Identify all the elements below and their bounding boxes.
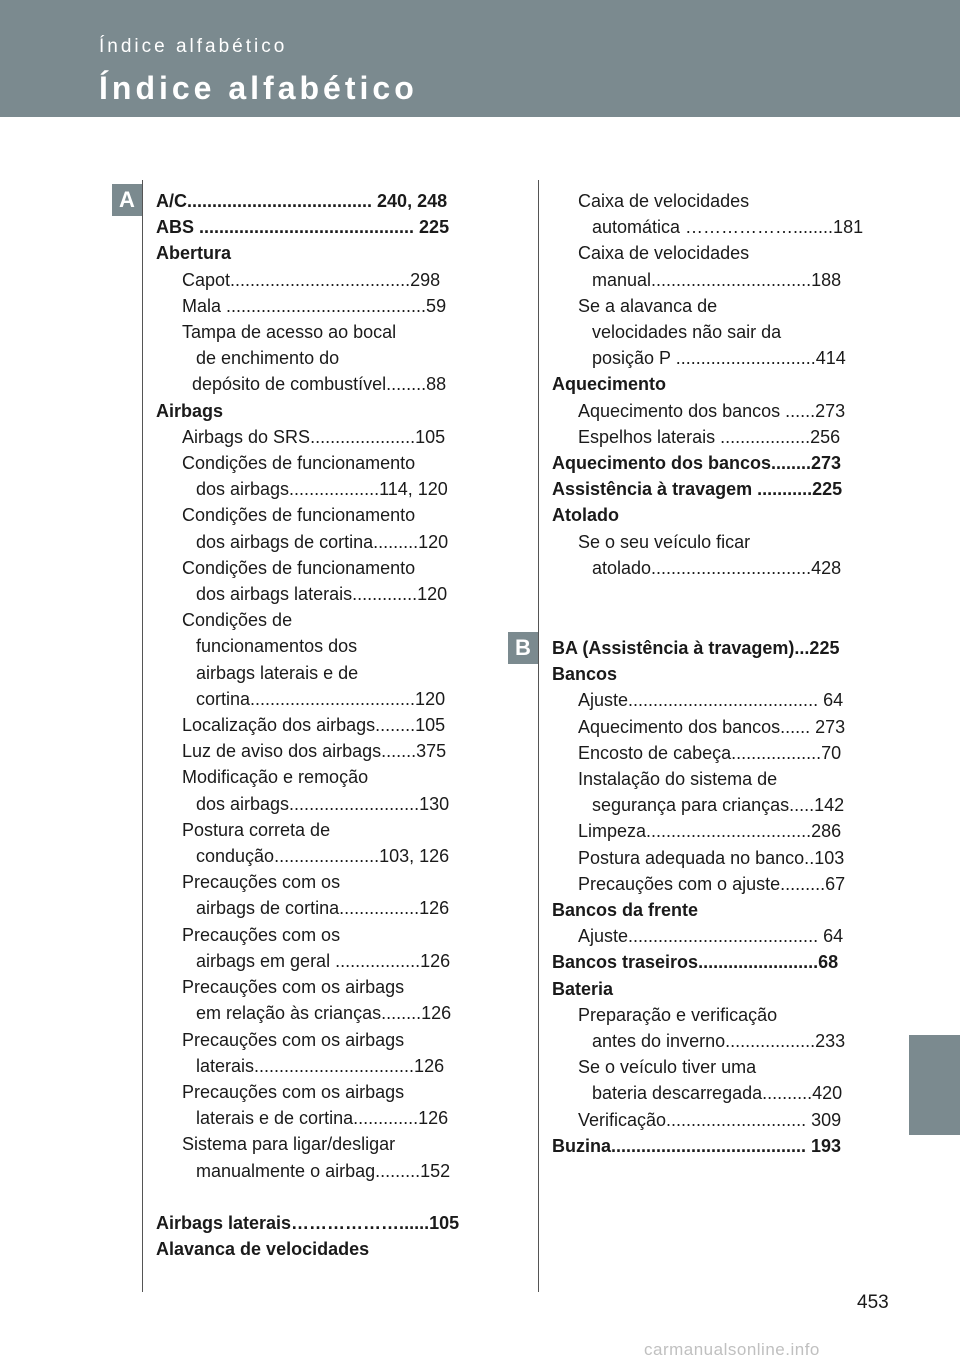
- index-entry: Aquecimento dos bancos...... 273: [578, 716, 846, 737]
- index-entry: Luz de aviso dos airbags.......375: [182, 741, 447, 762]
- index-entry: Precauções com os airbags: [182, 1081, 405, 1102]
- index-entry: Postura adequada no banco..103: [578, 847, 845, 868]
- index-entry: em relação às crianças........126: [196, 1003, 452, 1024]
- index-column-right-a: [552, 188, 863, 581]
- index-entry: Precauções com o ajuste.........67: [578, 873, 846, 894]
- watermark: carmanualsonline.info: [644, 1340, 820, 1359]
- index-heading: Bancos traseiros........................68: [552, 952, 839, 973]
- page-title: Índice alfabético: [99, 70, 418, 106]
- index-heading: Bancos: [552, 664, 618, 685]
- index-entry: Aquecimento dos bancos ......273: [578, 400, 846, 421]
- index-heading: Alavanca de velocidades: [156, 1239, 370, 1260]
- index-heading: Airbags laterais………………......105: [156, 1212, 460, 1233]
- index-heading: Abertura: [156, 243, 232, 264]
- index-heading: ABS ........................................... 225: [156, 217, 450, 238]
- column-divider-right: [538, 180, 539, 1292]
- index-entry: Precauções com os airbags: [182, 977, 405, 998]
- index-heading: Atolado: [552, 505, 619, 526]
- index-entry: Limpeza.................................286: [578, 821, 842, 842]
- index-entry: Postura correta de: [182, 819, 331, 840]
- index-entry: Ajuste...................................... 64: [578, 690, 844, 711]
- index-entry: cortina.................................120: [196, 688, 446, 709]
- side-tab-marker: [909, 1035, 960, 1135]
- index-heading: Airbags: [156, 400, 224, 421]
- index-entry: Precauções com os: [182, 872, 341, 893]
- index-heading: Bateria: [552, 978, 614, 999]
- spacer: [156, 1184, 459, 1210]
- index-entry: Se o veículo tiver uma: [578, 1057, 757, 1078]
- page-number: 453: [857, 1292, 889, 1313]
- index-heading: A/C..................................... 240, 248: [156, 191, 448, 211]
- header-subtitle: Índice alfabético: [99, 36, 288, 57]
- index-entry: Condições de funcionamento: [182, 453, 416, 474]
- index-entry: funcionamentos dos: [196, 636, 358, 657]
- index-heading: BA (Assistência à travagem)...225: [552, 638, 840, 658]
- index-entry: Caixa de velocidades: [578, 243, 750, 264]
- index-heading: Bancos da frente: [552, 900, 699, 921]
- index-column-left: [156, 188, 459, 1262]
- index-entry: Se o seu veículo ficar: [578, 531, 751, 552]
- index-entry: dos airbags..........................130: [196, 793, 450, 814]
- index-entry: Condições de funcionamento: [182, 505, 416, 526]
- index-entry: segurança para crianças.....142: [592, 795, 845, 816]
- index-entry: Instalação do sistema de: [578, 769, 778, 790]
- index-entry: condução.....................103, 126: [196, 846, 450, 867]
- index-entry: Espelhos laterais ..................256: [578, 426, 841, 447]
- index-entry: Mala ........................................59: [182, 295, 447, 316]
- index-entry: Verificação............................ 309: [578, 1109, 842, 1130]
- index-entry: Condições de funcionamento: [182, 557, 416, 578]
- index-entry: Caixa de velocidades: [578, 191, 750, 211]
- index-column-right-b: [552, 635, 845, 1159]
- page-header: [0, 0, 960, 117]
- index-entry: Capot....................................298: [182, 269, 441, 290]
- index-entry: Precauções com os airbags: [182, 1029, 405, 1050]
- index-heading: Aquecimento: [552, 374, 667, 395]
- index-entry: depósito de combustível........88: [192, 374, 447, 395]
- index-entry: atolado................................428: [592, 557, 842, 578]
- index-entry: manualmente o airbag.........152: [196, 1160, 451, 1181]
- index-entry: antes do inverno..................233: [592, 1031, 846, 1052]
- index-entry: Precauções com os: [182, 924, 341, 945]
- index-entry: velocidades não sair da: [592, 322, 782, 343]
- index-entry: automática ………………........181: [592, 217, 864, 238]
- index-entry: laterais................................126: [196, 1055, 445, 1076]
- index-entry: posição P ............................414: [592, 348, 846, 369]
- index-entry: laterais e de cortina.............126: [196, 1108, 449, 1129]
- index-heading: Aquecimento dos bancos........273: [552, 453, 842, 474]
- index-heading: Buzina....................................... 193: [552, 1135, 842, 1156]
- index-entry: bateria descarregada..........420: [592, 1083, 843, 1104]
- index-entry: Localização dos airbags........105: [182, 715, 446, 736]
- index-entry: dos airbags laterais.............120: [196, 584, 448, 605]
- index-entry: manual................................188: [592, 269, 842, 290]
- index-entry: Airbags do SRS.....................105: [182, 426, 446, 447]
- index-entry: dos airbags de cortina.........120: [196, 531, 449, 552]
- index-entry: airbags de cortina................126: [196, 898, 450, 919]
- index-entry: Ajuste...................................... 64: [578, 926, 844, 947]
- section-letter-a: A: [112, 184, 142, 216]
- index-entry: Sistema para ligar/desligar: [182, 1134, 396, 1155]
- index-entry: dos airbags..................114, 120: [196, 479, 448, 500]
- index-entry: airbags em geral .................126: [196, 950, 451, 971]
- index-entry: Preparação e verificação: [578, 1004, 778, 1025]
- index-entry: airbags laterais e de: [196, 662, 359, 683]
- index-entry: Condições de: [182, 610, 293, 631]
- index-entry: Modificação e remoção: [182, 767, 369, 788]
- index-entry: Tampa de acesso ao bocal: [182, 322, 397, 343]
- index-entry: de enchimento do: [196, 348, 340, 369]
- index-entry: Encosto de cabeça..................70: [578, 742, 842, 763]
- index-heading: Assistência à travagem ...........225: [552, 479, 843, 500]
- section-letter-b: B: [508, 632, 538, 664]
- column-divider-left: [142, 180, 143, 1292]
- index-entry: Se a alavanca de: [578, 295, 718, 316]
